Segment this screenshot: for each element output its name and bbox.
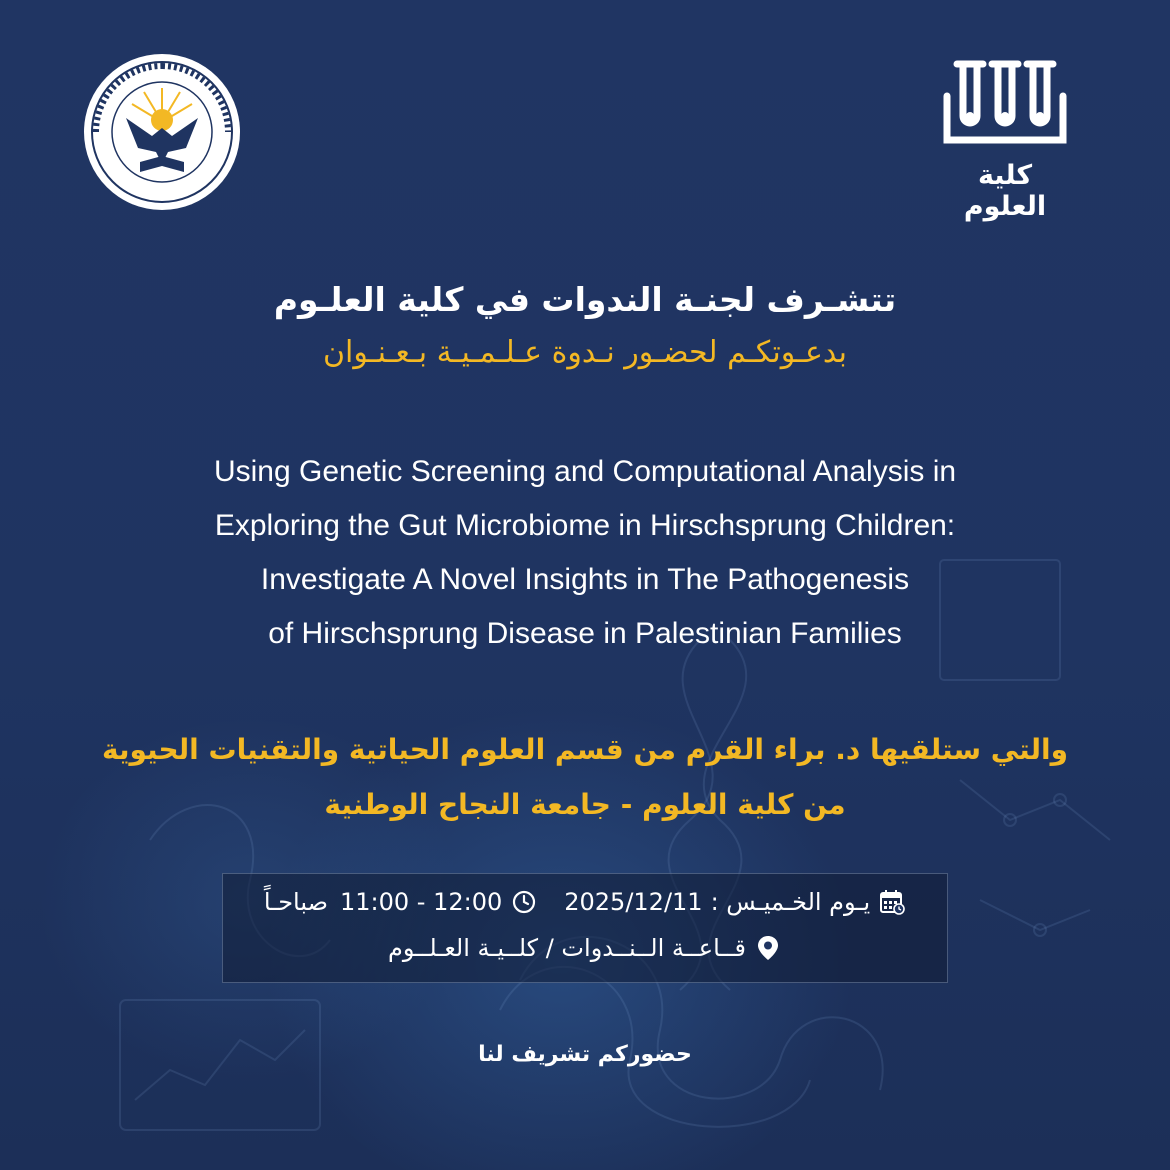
invitation-subheading: بدعـوتكـم لحضـور نـدوة عـلـمـيـة بـعـنـوان [322,335,848,370]
day-label: يـوم الخـميـس : [710,888,871,916]
time-suffix: صباحـاً [263,888,328,916]
speaker-line: من كلية العلوم - جامعة النجاح الوطنية [324,788,846,821]
talk-title-line: of Hirschsprung Disease in Palestinian Families [268,617,902,650]
event-time-range: 11:00 - 12:00 [340,888,503,916]
talk-title-line: Exploring the Gut Microbiome in Hirschsprung Children: [214,509,956,542]
talk-title-line: Investigate A Novel Insights in The Pathogenesis [260,563,910,596]
speaker-info [0,722,1170,832]
map-pin-icon [754,934,782,962]
faculty-logo-text: كلية العلوم [963,160,1047,222]
university-logo [82,52,242,212]
clock-icon [510,888,538,916]
talk-title [80,445,1090,661]
event-location: قــاعــة الــنــدوات / كلــيـة العـلــوم [388,934,746,962]
talk-title-line: Using Genetic Screening and Computational Analysis in [213,455,957,488]
location-row [223,934,947,962]
event-details-box [222,873,948,983]
closing-note: حضوركم تشريف لنا [478,1042,692,1067]
calendar-icon [878,888,906,916]
faculty-logo [935,56,1075,222]
test-tubes-icon [935,56,1075,156]
speaker-line: والتي ستلقيها د. براء القرم من قسم العلوم الحياتية والتقنيات الحيوية [101,733,1069,766]
event-date: 2025/12/11 [564,888,703,916]
invitation-heading: تتشـرف لجنـة الندوات في كلية العلـوم [273,280,897,319]
date-time-row [223,888,947,916]
